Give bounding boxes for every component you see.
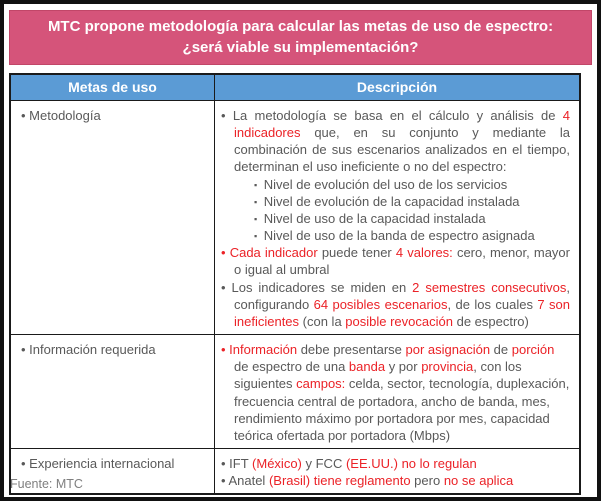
title-banner bbox=[9, 10, 592, 65]
text-segment: (México) bbox=[252, 455, 302, 471]
dot-bullet-icon: • bbox=[21, 342, 30, 358]
dot-bullet-icon: • bbox=[221, 279, 232, 295]
text-segment: no lo regulan bbox=[401, 455, 477, 471]
text-segment: Experiencia internacional bbox=[29, 455, 175, 471]
text-segment: y FCC bbox=[301, 455, 346, 471]
spectrum-goals-table bbox=[9, 73, 581, 495]
text-segment: Información requerida bbox=[29, 342, 156, 358]
description-cell bbox=[215, 101, 579, 334]
text-segment: no se aplica bbox=[443, 473, 514, 489]
text-segment: 7 son ineficientes bbox=[234, 296, 574, 329]
text-segment: Información bbox=[229, 342, 298, 358]
meta-cell bbox=[11, 101, 215, 334]
text-segment: Los indicadores se miden en bbox=[231, 279, 413, 295]
description-cell bbox=[215, 335, 579, 448]
dot-bullet-icon: • bbox=[21, 455, 30, 471]
bullet-item bbox=[221, 472, 570, 489]
text-segment: Nivel de uso de la banda de espectro asignada bbox=[263, 228, 535, 244]
square-bullet-icon: ▪ bbox=[254, 213, 264, 224]
bullet-item bbox=[21, 107, 208, 124]
text-segment: y por bbox=[385, 359, 422, 375]
table-row bbox=[11, 335, 579, 449]
bullet-item bbox=[221, 193, 570, 210]
dot-bullet-icon: • bbox=[221, 455, 230, 471]
text-segment: provincia bbox=[421, 359, 474, 375]
text-segment: Metodología bbox=[29, 108, 101, 123]
text-segment: (EE.UU.) bbox=[345, 455, 398, 471]
text-segment: IFT bbox=[229, 455, 253, 471]
title-line-2: ¿será viable su implementación? bbox=[182, 39, 419, 56]
text-segment: , de los cuales bbox=[447, 296, 538, 312]
bullet-item bbox=[221, 244, 574, 278]
text-segment: puede tener bbox=[317, 245, 396, 261]
text-segment: La metodología se basa en el cálculo y análisis de bbox=[232, 108, 563, 123]
bullet-item bbox=[221, 341, 573, 444]
text-segment: , configurando bbox=[234, 279, 574, 312]
text-segment: de espectro) bbox=[452, 313, 529, 329]
dot-bullet-icon: • bbox=[21, 108, 30, 123]
dot-bullet-icon: • bbox=[221, 473, 229, 489]
text-segment: debe presentarse bbox=[297, 342, 406, 358]
square-bullet-icon: ▪ bbox=[254, 179, 264, 190]
text-segment: campos: bbox=[296, 376, 346, 392]
bullet-item bbox=[221, 210, 570, 227]
text-segment: pero bbox=[410, 473, 444, 489]
bullet-item bbox=[221, 176, 570, 193]
text-segment: de bbox=[490, 342, 512, 358]
bullet-item bbox=[221, 227, 570, 244]
bullet-item bbox=[221, 455, 570, 472]
text-segment: (con la bbox=[299, 313, 346, 329]
meta-cell bbox=[11, 335, 215, 448]
text-segment: Nivel de uso de la capacidad instalada bbox=[263, 210, 486, 226]
text-segment: Cada indicador bbox=[229, 245, 318, 261]
text-segment: porción bbox=[511, 342, 555, 358]
column-header-metas: Metas de uso bbox=[11, 75, 215, 100]
table-row bbox=[11, 101, 579, 335]
text-segment: banda bbox=[348, 359, 386, 375]
source-note: Fuente: MTC bbox=[10, 477, 83, 491]
bullet-item bbox=[221, 107, 574, 176]
dot-bullet-icon: • bbox=[221, 342, 230, 358]
text-segment: celda, sector, tecnología, duplexación, frecuencia central de portadora, ancho de banda, mes, rendimiento máximo por portadora por mes, capacidad teórica ofertada por portadora (Mbps) bbox=[234, 376, 573, 443]
text-segment: Nivel de evolución de la capacidad instalada bbox=[263, 193, 520, 209]
text-segment: Nivel de evolución del uso de los servicios bbox=[263, 176, 508, 192]
text-segment: 4 indicadores bbox=[234, 108, 574, 141]
square-bullet-icon: ▪ bbox=[254, 196, 264, 207]
text-segment: por asignación bbox=[405, 342, 491, 358]
text-segment: 4 valores: bbox=[395, 245, 453, 261]
square-bullet-icon: ▪ bbox=[254, 231, 264, 242]
text-segment: Anatel bbox=[228, 473, 269, 489]
dot-bullet-icon: • bbox=[221, 108, 233, 123]
text-segment: de espectro de una bbox=[234, 342, 559, 375]
bullet-item bbox=[21, 455, 208, 472]
text-segment: 2 semestres consecutivos bbox=[412, 279, 567, 295]
text-segment: cero, menor, mayor o igual al umbral bbox=[234, 245, 574, 278]
dot-bullet-icon: • bbox=[221, 245, 230, 261]
text-segment: posible revocación bbox=[345, 313, 453, 329]
table-header-row bbox=[11, 75, 579, 101]
text-segment: que, en su conjunto y mediante la combinación de sus escenarios analizados en el tiempo, determinan el uso ineficiente o no del espectro: bbox=[234, 125, 574, 175]
text-segment: , con los siguientes bbox=[234, 359, 526, 392]
text-segment: 64 posibles escenarios bbox=[313, 296, 448, 312]
text-segment: (Brasil) tiene reglamento bbox=[268, 473, 411, 489]
bullet-item bbox=[221, 279, 574, 330]
title-line-1: MTC propone metodología para calcular las metas de uso de espectro: bbox=[47, 18, 554, 35]
table-body bbox=[11, 101, 579, 493]
column-header-descripcion: Descripción bbox=[356, 79, 438, 95]
description-cell bbox=[215, 449, 579, 493]
bullet-item bbox=[21, 341, 208, 358]
table-row bbox=[11, 449, 579, 493]
